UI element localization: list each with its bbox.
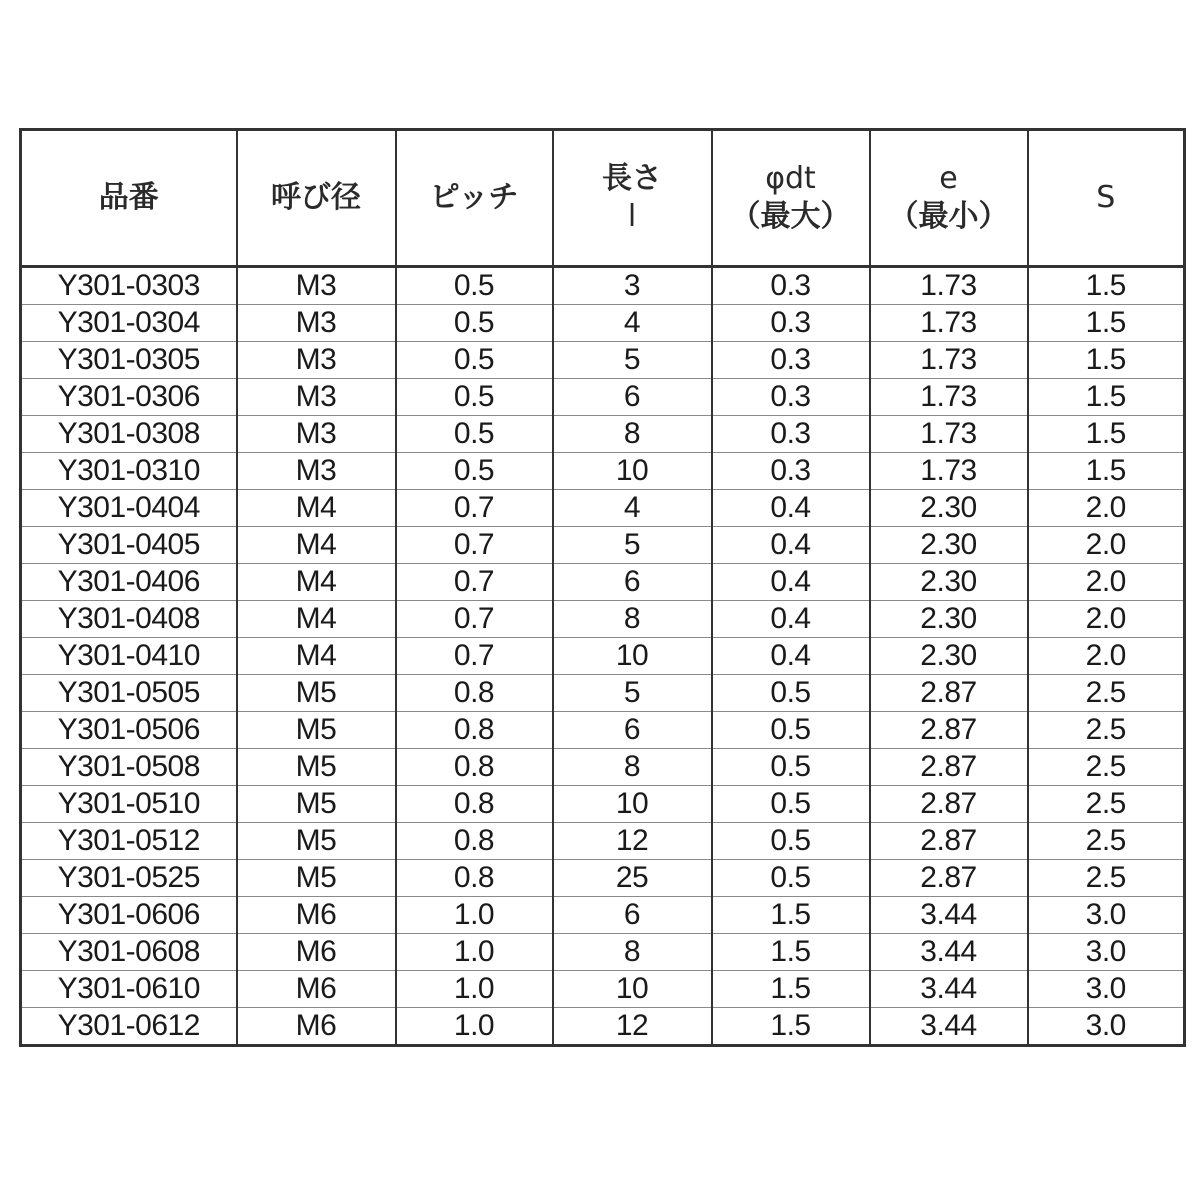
dt-max-cell: 0.5 xyxy=(712,860,870,897)
e-min-cell: 1.73 xyxy=(870,267,1028,305)
length-cell: 4 xyxy=(553,305,712,342)
nominal-diameter-cell: M5 xyxy=(237,823,396,860)
table-row xyxy=(21,305,1185,342)
dt-max-cell: 0.3 xyxy=(712,379,870,416)
s-cell: 1.5 xyxy=(1028,453,1185,490)
nominal-diameter-cell: M5 xyxy=(237,749,396,786)
s-cell: 2.0 xyxy=(1028,638,1185,675)
dt-max-cell: 0.4 xyxy=(712,601,870,638)
part-number-cell: Y301-0512 xyxy=(21,823,237,860)
dt-max-cell: 0.4 xyxy=(712,564,870,601)
part-number-cell: Y301-0306 xyxy=(21,379,237,416)
length-cell: 6 xyxy=(553,712,712,749)
dt-max-cell: 1.5 xyxy=(712,897,870,934)
header-part-number: 品番 xyxy=(21,130,237,267)
dt-max-cell: 0.4 xyxy=(712,490,870,527)
e-min-cell: 2.87 xyxy=(870,749,1028,786)
s-cell: 2.0 xyxy=(1028,564,1185,601)
e-min-cell: 2.30 xyxy=(870,638,1028,675)
e-min-cell: 1.73 xyxy=(870,453,1028,490)
part-number-cell: Y301-0408 xyxy=(21,601,237,638)
nominal-diameter-cell: M3 xyxy=(237,305,396,342)
length-cell: 3 xyxy=(553,267,712,305)
part-number-cell: Y301-0610 xyxy=(21,971,237,1008)
pitch-cell: 0.5 xyxy=(396,416,553,453)
length-cell: 8 xyxy=(553,934,712,971)
part-number-cell: Y301-0505 xyxy=(21,675,237,712)
dt-max-cell: 0.3 xyxy=(712,342,870,379)
table-row xyxy=(21,453,1185,490)
e-min-cell: 2.30 xyxy=(870,601,1028,638)
s-cell: 2.5 xyxy=(1028,823,1185,860)
s-cell: 2.0 xyxy=(1028,490,1185,527)
length-cell: 4 xyxy=(553,490,712,527)
dt-max-cell: 0.3 xyxy=(712,267,870,305)
e-min-cell: 3.44 xyxy=(870,897,1028,934)
pitch-cell: 0.7 xyxy=(396,638,553,675)
pitch-cell: 1.0 xyxy=(396,1008,553,1046)
part-number-cell: Y301-0406 xyxy=(21,564,237,601)
part-number-cell: Y301-0305 xyxy=(21,342,237,379)
nominal-diameter-cell: M3 xyxy=(237,453,396,490)
dt-max-cell: 0.3 xyxy=(712,453,870,490)
pitch-cell: 0.8 xyxy=(396,749,553,786)
part-number-cell: Y301-0304 xyxy=(21,305,237,342)
pitch-cell: 1.0 xyxy=(396,897,553,934)
nominal-diameter-cell: M4 xyxy=(237,564,396,601)
dt-max-cell: 0.5 xyxy=(712,675,870,712)
nominal-diameter-cell: M6 xyxy=(237,1008,396,1046)
part-number-cell: Y301-0612 xyxy=(21,1008,237,1046)
length-cell: 25 xyxy=(553,860,712,897)
part-number-cell: Y301-0405 xyxy=(21,527,237,564)
s-cell: 1.5 xyxy=(1028,416,1185,453)
length-cell: 10 xyxy=(553,638,712,675)
s-cell: 2.5 xyxy=(1028,786,1185,823)
s-cell: 1.5 xyxy=(1028,305,1185,342)
e-min-cell: 3.44 xyxy=(870,934,1028,971)
spec-table xyxy=(19,128,1186,1047)
pitch-cell: 0.8 xyxy=(396,786,553,823)
part-number-cell: Y301-0606 xyxy=(21,897,237,934)
dt-max-cell: 0.5 xyxy=(712,823,870,860)
nominal-diameter-cell: M4 xyxy=(237,527,396,564)
dt-max-cell: 0.5 xyxy=(712,749,870,786)
s-cell: 1.5 xyxy=(1028,342,1185,379)
part-number-cell: Y301-0525 xyxy=(21,860,237,897)
e-min-cell: 2.30 xyxy=(870,490,1028,527)
length-cell: 6 xyxy=(553,564,712,601)
e-min-cell: 2.30 xyxy=(870,527,1028,564)
dt-max-cell: 1.5 xyxy=(712,934,870,971)
s-cell: 2.0 xyxy=(1028,527,1185,564)
table-row xyxy=(21,638,1185,675)
nominal-diameter-cell: M4 xyxy=(237,490,396,527)
header-nominal-diameter: 呼び径 xyxy=(237,130,396,267)
pitch-cell: 1.0 xyxy=(396,971,553,1008)
dt-max-cell: 0.4 xyxy=(712,527,870,564)
table-row xyxy=(21,490,1185,527)
pitch-cell: 0.5 xyxy=(396,305,553,342)
e-min-cell: 2.30 xyxy=(870,564,1028,601)
pitch-cell: 0.5 xyxy=(396,453,553,490)
nominal-diameter-cell: M3 xyxy=(237,416,396,453)
table-header xyxy=(21,130,1185,267)
length-cell: 8 xyxy=(553,749,712,786)
s-cell: 2.0 xyxy=(1028,601,1185,638)
dt-max-cell: 0.3 xyxy=(712,416,870,453)
table-row xyxy=(21,786,1185,823)
table-row xyxy=(21,379,1185,416)
part-number-cell: Y301-0608 xyxy=(21,934,237,971)
e-min-cell: 2.87 xyxy=(870,860,1028,897)
part-number-cell: Y301-0410 xyxy=(21,638,237,675)
e-min-cell: 3.44 xyxy=(870,1008,1028,1046)
length-cell: 12 xyxy=(553,1008,712,1046)
e-min-cell: 2.87 xyxy=(870,823,1028,860)
table-row xyxy=(21,416,1185,453)
table-row xyxy=(21,934,1185,971)
e-min-cell: 1.73 xyxy=(870,379,1028,416)
nominal-diameter-cell: M6 xyxy=(237,934,396,971)
length-cell: 10 xyxy=(553,453,712,490)
header-pitch: ピッチ xyxy=(396,130,553,267)
pitch-cell: 0.7 xyxy=(396,527,553,564)
nominal-diameter-cell: M6 xyxy=(237,971,396,1008)
pitch-cell: 0.7 xyxy=(396,564,553,601)
s-cell: 2.5 xyxy=(1028,860,1185,897)
length-cell: 12 xyxy=(553,823,712,860)
e-min-cell: 2.87 xyxy=(870,712,1028,749)
pitch-cell: 0.8 xyxy=(396,712,553,749)
part-number-cell: Y301-0510 xyxy=(21,786,237,823)
e-min-cell: 1.73 xyxy=(870,305,1028,342)
s-cell: 2.5 xyxy=(1028,675,1185,712)
dt-max-cell: 1.5 xyxy=(712,971,870,1008)
table-row xyxy=(21,712,1185,749)
length-cell: 5 xyxy=(553,527,712,564)
s-cell: 2.5 xyxy=(1028,712,1185,749)
nominal-diameter-cell: M3 xyxy=(237,342,396,379)
s-cell: 3.0 xyxy=(1028,971,1185,1008)
e-min-cell: 2.87 xyxy=(870,786,1028,823)
header-dt-max: φdt （最大） xyxy=(712,130,870,267)
e-min-cell: 1.73 xyxy=(870,342,1028,379)
s-cell: 3.0 xyxy=(1028,1008,1185,1046)
pitch-cell: 0.7 xyxy=(396,601,553,638)
table-row xyxy=(21,601,1185,638)
nominal-diameter-cell: M4 xyxy=(237,601,396,638)
s-cell: 3.0 xyxy=(1028,934,1185,971)
dt-max-cell: 0.5 xyxy=(712,786,870,823)
pitch-cell: 0.7 xyxy=(396,490,553,527)
table-row xyxy=(21,860,1185,897)
part-number-cell: Y301-0308 xyxy=(21,416,237,453)
header-length: 長さ l xyxy=(553,130,712,267)
table-row xyxy=(21,823,1185,860)
table-body xyxy=(21,267,1185,1046)
e-min-cell: 2.87 xyxy=(870,675,1028,712)
s-cell: 2.5 xyxy=(1028,749,1185,786)
pitch-cell: 0.8 xyxy=(396,860,553,897)
part-number-cell: Y301-0404 xyxy=(21,490,237,527)
length-cell: 5 xyxy=(553,675,712,712)
header-e-min: e （最小） xyxy=(870,130,1028,267)
part-number-cell: Y301-0508 xyxy=(21,749,237,786)
length-cell: 5 xyxy=(553,342,712,379)
table-row xyxy=(21,971,1185,1008)
length-cell: 10 xyxy=(553,786,712,823)
nominal-diameter-cell: M5 xyxy=(237,675,396,712)
length-cell: 8 xyxy=(553,416,712,453)
e-min-cell: 1.73 xyxy=(870,416,1028,453)
nominal-diameter-cell: M5 xyxy=(237,860,396,897)
pitch-cell: 0.8 xyxy=(396,823,553,860)
length-cell: 6 xyxy=(553,897,712,934)
header-s: S xyxy=(1028,130,1185,267)
table-row xyxy=(21,564,1185,601)
table-row xyxy=(21,897,1185,934)
nominal-diameter-cell: M5 xyxy=(237,786,396,823)
table-row xyxy=(21,749,1185,786)
pitch-cell: 0.5 xyxy=(396,267,553,305)
nominal-diameter-cell: M4 xyxy=(237,638,396,675)
s-cell: 1.5 xyxy=(1028,379,1185,416)
nominal-diameter-cell: M3 xyxy=(237,267,396,305)
header-row xyxy=(21,130,1185,267)
pitch-cell: 0.8 xyxy=(396,675,553,712)
part-number-cell: Y301-0310 xyxy=(21,453,237,490)
s-cell: 1.5 xyxy=(1028,267,1185,305)
nominal-diameter-cell: M3 xyxy=(237,379,396,416)
nominal-diameter-cell: M5 xyxy=(237,712,396,749)
dt-max-cell: 1.5 xyxy=(712,1008,870,1046)
table-row xyxy=(21,1008,1185,1046)
part-number-cell: Y301-0506 xyxy=(21,712,237,749)
length-cell: 10 xyxy=(553,971,712,1008)
part-number-cell: Y301-0303 xyxy=(21,267,237,305)
dt-max-cell: 0.4 xyxy=(712,638,870,675)
pitch-cell: 0.5 xyxy=(396,379,553,416)
e-min-cell: 3.44 xyxy=(870,971,1028,1008)
table-row xyxy=(21,675,1185,712)
s-cell: 3.0 xyxy=(1028,897,1185,934)
length-cell: 8 xyxy=(553,601,712,638)
table-row xyxy=(21,527,1185,564)
nominal-diameter-cell: M6 xyxy=(237,897,396,934)
length-cell: 6 xyxy=(553,379,712,416)
pitch-cell: 1.0 xyxy=(396,934,553,971)
table-row xyxy=(21,267,1185,305)
table-row xyxy=(21,342,1185,379)
dt-max-cell: 0.5 xyxy=(712,712,870,749)
dt-max-cell: 0.3 xyxy=(712,305,870,342)
pitch-cell: 0.5 xyxy=(396,342,553,379)
